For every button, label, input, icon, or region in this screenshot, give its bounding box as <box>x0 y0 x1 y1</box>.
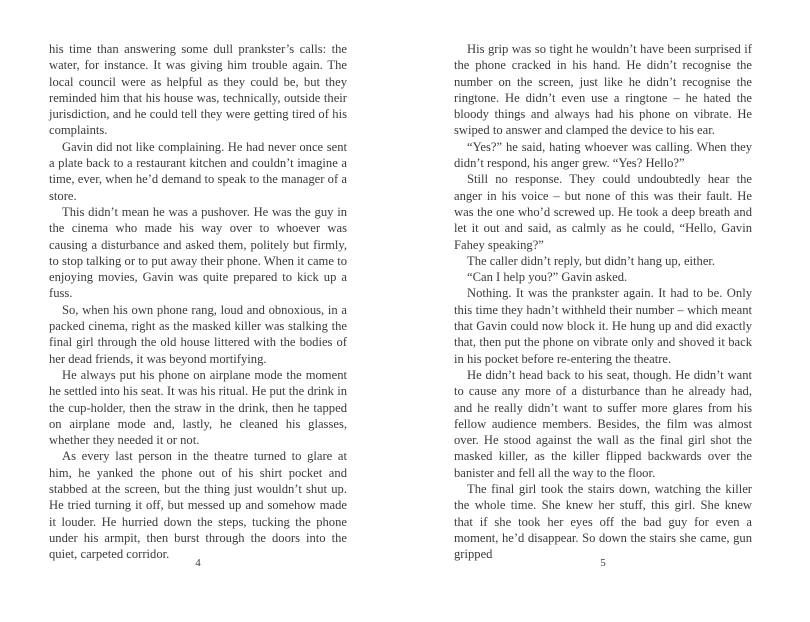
paragraph: Gavin did not like complaining. He had never once sent a plate back to a restaurant kitchen and couldn’t imagine a time, ever, when he’d demand to speak to the manager of a store. <box>49 139 347 203</box>
right-page <box>405 0 810 622</box>
paragraph: “Yes?” he said, hating whoever was calling. When they didn’t respond, his anger grew. “Yes? Hello?” <box>454 139 752 171</box>
paragraph: He always put his phone on airplane mode the moment he settled into his seat. It was his ritual. He put the drink in the cup-holder, then the straw in the drink, then he tapped on airplane mode and, lastly, he cleaned his glasses, whether they needed it or not. <box>49 367 347 448</box>
paragraph: The final girl took the stairs down, watching the killer the whole time. She knew her stuff, this girl. She knew that if she took her eyes off the bad guy for even a moment, he’d disappear. So down the stairs she came, gun gripped <box>454 482 752 562</box>
left-page-body <box>49 41 347 563</box>
page-number: 4 <box>195 557 201 569</box>
right-page-body <box>454 41 752 563</box>
paragraph: This didn’t mean he was a pushover. He was the guy in the cinema who made his way over to whoever was causing a disturbance and asked them, politely but firmly, to stop talking or to put away their phone. When it came to enjoying movies, Gavin was quite prepared to kick up a fuss. <box>49 204 347 301</box>
paragraph: Still no response. They could undoubtedly hear the anger in his voice – but none of this was their fault. He was the one who’d screwed up. He took a deep breath and let it out and said, as calmly as he could, “Hello, Gavin Fahey speaking?” <box>454 172 752 252</box>
paragraph: Nothing. It was the prankster again. It had to be. Only this time they hadn’t withheld their number – which meant that Gavin could now block it. He hung up and did exactly that, then put the phone on vibrate only and shoved it back in his pocket before re-entering the theatre. <box>454 286 752 366</box>
paragraph: The caller didn’t reply, but didn’t hang up, either. <box>467 253 716 268</box>
paragraph: So, when his own phone rang, loud and obnoxious, in a packed cinema, right as the masked killer was stalking the final girl through the old house littered with the bodies of her dead friends, it was beyond mortifying. <box>49 302 347 366</box>
paragraph: his time than answering some dull prankster’s calls: the water, for instance. It was giving him trouble again. The local council were as helpful as they could be, but they reminded him that his house was, technically, outside their jurisdiction, and he could tell they were getting tired of his complaints. <box>49 42 347 138</box>
paragraph: As every last person in the theatre turned to glare at him, he yanked the phone out of his shirt pocket and stabbed at the screen, but the thing just wouldn’t shut up. He tried turning it off, but messed up and somehow made it louder. He hurried down the steps, tucking the phone under his armpit, then burst through the doors into the quiet, carpeted corridor. <box>49 449 347 562</box>
page-number: 5 <box>600 557 606 569</box>
paragraph: “Can I help you?” Gavin asked. <box>467 270 628 285</box>
paragraph: He didn’t head back to his seat, though. He didn’t want to cause any more of a disturbance than he already had, and he really didn’t want to suffer more glares from his fellow audience members. Besides, the film was almost over. He stood against the wall as the final girl shot the masked killer, as the killer flipped backwards over the banister and fell all the way to the floor. <box>454 367 752 480</box>
paragraph: His grip was so tight he wouldn’t have been surprised if the phone cracked in his hand. He didn’t recognise the number on the screen, just like he didn’t recognise the ringtone. He didn’t even use a ringtone – he hated the bloody things and always had his phone on vibrate. He swiped to answer and clamped the device to his ear. <box>454 42 752 138</box>
